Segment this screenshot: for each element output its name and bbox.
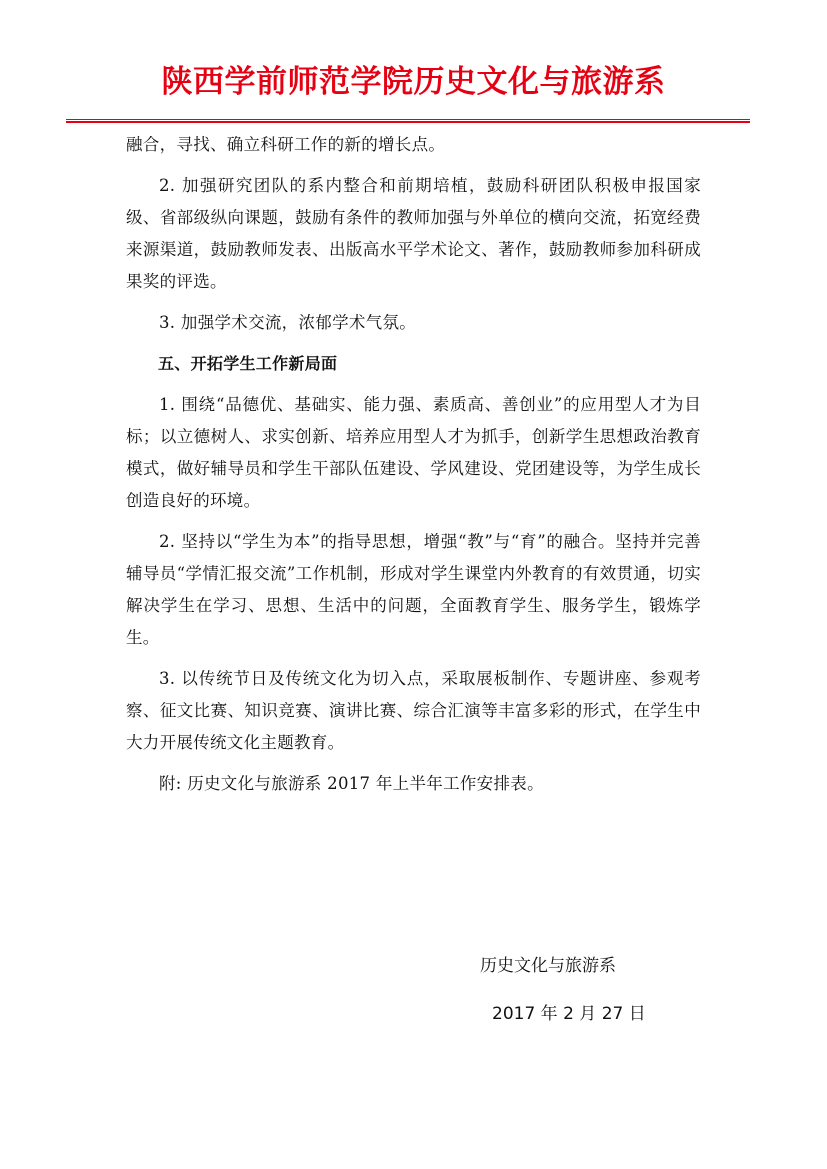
letterhead-divider xyxy=(66,119,750,121)
section-heading: 五、开拓学生工作新局面 xyxy=(158,354,338,373)
body-paragraph: 3. 以传统节日及传统文化为切入点，采取展板制作、专题讲座、参观考察、征文比赛、知识竞赛、演讲比赛、综合汇演等丰富多彩的形式，在学生中大力开展传统文化主题教育。 xyxy=(126,669,701,752)
body-paragraph: 2. 坚持以“学生为本”的指导思想，增强“教”与“育”的融合。坚持并完善辅导员“学情汇报交流”工作机制，形成对学生课堂内外教育的有效贯通，切实解决学生在学习、思想、生活中的问题，全面教育学生、服务学生，锻炼学生。 xyxy=(126,532,701,647)
body-paragraph: 1. 围绕“品德优、基础实、能力强、素质高、善创业”的应用型人才为目标；以立德树人、求实创新、培养应用型人才为抓手，创新学生思想政治教育模式，做好辅导员和学生干部队伍建设、学风建设、党团建设等，为学生成长创造良好的环境。 xyxy=(126,395,701,510)
signature-date: 2017 年 2 月 27 日 xyxy=(492,1004,646,1024)
document-body xyxy=(126,129,701,809)
signature-organization: 历史文化与旅游系 xyxy=(480,956,616,976)
body-paragraph: 3. 加强学术交流，浓郁学术气氛。 xyxy=(159,313,417,332)
letterhead-divider-thick xyxy=(66,121,750,123)
body-paragraph: 融合，寻找、确立科研工作的新的增长点。 xyxy=(126,135,446,154)
letterhead-divider-thin xyxy=(66,119,750,120)
letterhead-title: 陕西学前师范学院历史文化与旅游系 xyxy=(161,64,666,100)
attachment-note: 附: 历史文化与旅游系 2017 年上半年工作安排表。 xyxy=(159,774,544,793)
body-paragraph: 2. 加强研究团队的系内整合和前期培植，鼓励科研团队积极申报国家级、省部级纵向课题，鼓励有条件的教师加强与外单位的横向交流，拓宽经费来源渠道，鼓励教师发表、出版高水平学术论文、著作，鼓励教师参加科研成果奖的评选。 xyxy=(126,176,701,291)
